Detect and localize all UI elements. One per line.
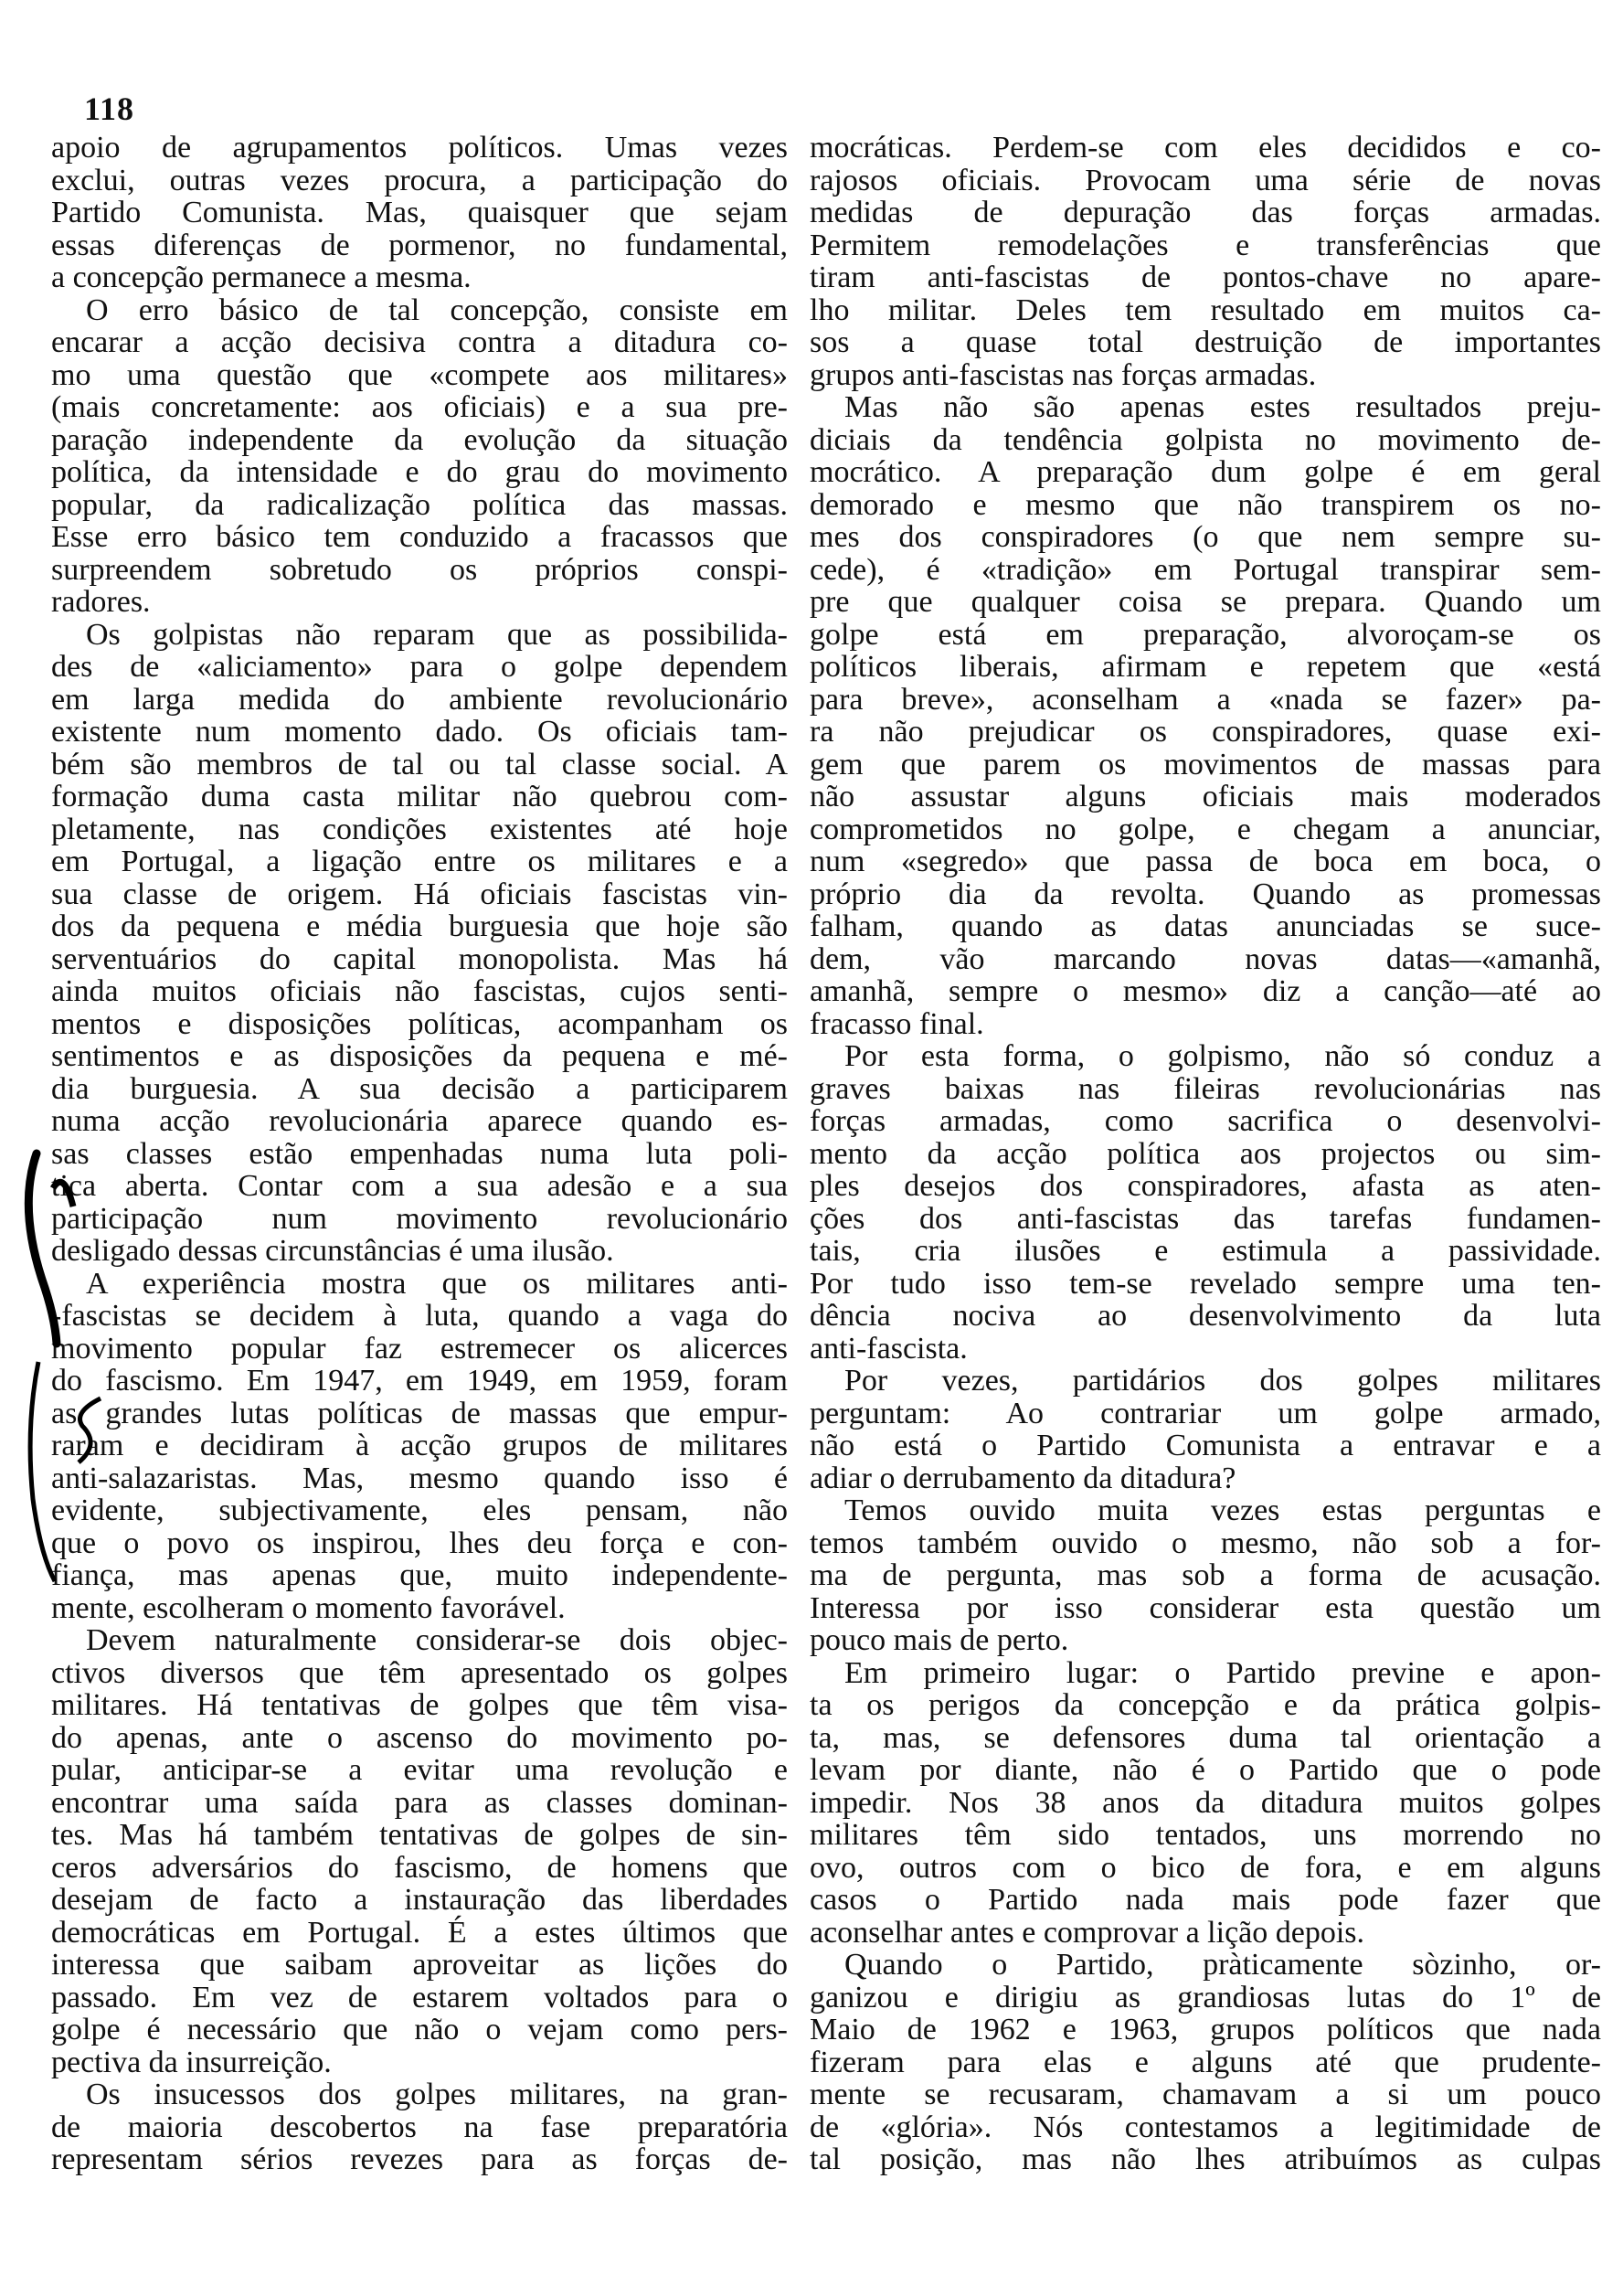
text-line: medidas de depuração das forças armadas.	[810, 196, 1601, 229]
text-line: essas diferenças de pormenor, no fundamental,	[51, 228, 788, 262]
text-line: sas classes estão empenhadas numa luta poli-	[51, 1136, 788, 1171]
text-line: sos a quase total destruição de importantes	[810, 325, 1601, 359]
text-line: des de «aliciamento» para o golpe dependem	[51, 650, 788, 684]
text-line: ta, mas, se defensores duma tal orientação a	[810, 1720, 1601, 1755]
text-line: numa acção revolucionária aparece quando es-	[51, 1104, 788, 1138]
text-line: fracasso final.	[810, 1006, 984, 1041]
text-line: ctivos diversos que têm apresentado os golpes	[51, 1655, 788, 1690]
text-line: encontrar uma saída para as classes dominan-	[51, 1785, 788, 1820]
text-line: militares. Há tentativas de golpes que têm visa-	[51, 1688, 788, 1722]
text-line: políticos liberais, afirmam e repetem que «está	[810, 650, 1601, 684]
text-line: dência nociva ao desenvolvimento da luta	[810, 1299, 1601, 1333]
text-line: interessa que saibam aproveitar as lições do	[51, 1948, 788, 1982]
text-line: Os insucessos dos golpes militares, na gran-	[86, 2078, 788, 2111]
text-line: ceros adversários do fascismo, de homens que	[51, 1850, 788, 1885]
text-line: gem que parem os movimentos de massas para	[810, 747, 1601, 781]
text-line: graves baixas nas fileiras revolucionárias nas	[810, 1071, 1601, 1106]
text-line: militares têm sido tentados, uns morrendo no	[810, 1818, 1601, 1852]
text-line: lho militar. Deles tem resultado em muitos ca-	[810, 292, 1601, 327]
text-line: bém são membros de tal ou tal classe social. A	[51, 747, 788, 781]
text-line: aconselhar antes e comprovar a lição depois.	[810, 1915, 1365, 1950]
text-line: anti-salazaristas. Mas, mesmo quando isso é	[51, 1461, 788, 1495]
text-line: forças armadas, como sacrifica o desenvolvi-	[810, 1104, 1601, 1138]
text-line: ções dos anti-fascistas das tarefas fundamen-	[810, 1201, 1601, 1236]
text-line: mes dos conspiradores (o que nem sempre su-	[810, 520, 1601, 554]
text-line: comprometidos no golpe, e chegam a anunciar,	[810, 812, 1601, 846]
text-line: do apenas, ante o ascenso do movimento po-	[51, 1720, 788, 1755]
text-line: diciais da tendência golpista no movimento de-	[810, 422, 1601, 457]
text-line: mente se recusaram, chamavam a si um pouco	[810, 2078, 1601, 2111]
text-line: Os golpistas não reparam que as possibilida-	[86, 617, 788, 652]
text-line: mocráticas. Perdem-se com eles decididos e co-	[810, 131, 1601, 165]
text-line: que o povo os inspirou, lhes deu força e con-	[51, 1525, 788, 1560]
text-line: desligado dessas circunstâncias é uma ilusão.	[51, 1234, 614, 1268]
text-line: radores.	[51, 585, 151, 619]
text-line: surpreendem sobretudo os próprios conspi-	[51, 552, 788, 587]
text-line: tal posição, mas não lhes atribuímos as culpas	[810, 2142, 1601, 2176]
text-line: Partido Comunista. Mas, quaisquer que sejam	[51, 196, 788, 229]
text-line: pre que qualquer coisa se prepara. Quando um	[810, 585, 1601, 619]
text-line: formação duma casta militar não quebrou com-	[51, 780, 788, 813]
text-line: adiar o derrubamento da ditadura?	[810, 1461, 1236, 1495]
text-line: falham, quando as datas anunciadas se suce-	[810, 909, 1601, 943]
text-line: de «glória». Nós contestamos a legitimidade de	[810, 2110, 1601, 2144]
text-line: Por vezes, partidários dos golpes militares	[844, 1364, 1601, 1398]
text-line: temos também ouvido o mesmo, não sob a for-	[810, 1525, 1601, 1560]
text-line: representam sérios revezes para as forças de-	[51, 2142, 788, 2176]
text-line: Em primeiro lugar: o Partido previne e apon-	[844, 1655, 1601, 1690]
text-line: Devem naturalmente considerar-se dois objec-	[86, 1623, 788, 1657]
text-line: ples desejos dos conspiradores, afasta as aten-	[810, 1169, 1601, 1203]
text-line: ma de pergunta, mas sob a forma de acusação.	[810, 1558, 1601, 1592]
text-line: em larga medida do ambiente revolucionário	[51, 682, 788, 717]
text-line: cede), é «tradição» em Portugal transpirar sem-	[810, 552, 1601, 587]
text-line: Esse erro básico tem conduzido a fracassos que	[51, 520, 788, 554]
text-line: O erro básico de tal concepção, consiste em	[86, 292, 788, 327]
text-line: A experiência mostra que os militares anti-	[86, 1266, 788, 1301]
text-line: não assustar alguns oficiais mais moderados	[810, 780, 1601, 813]
text-line: não está o Partido Comunista a entravar e a	[810, 1429, 1601, 1462]
text-line: Por esta forma, o golpismo, não só conduz a	[844, 1039, 1601, 1073]
text-line: mo uma questão que «compete aos militares»	[51, 357, 788, 392]
text-line: próprio dia da revolta. Quando as promessas	[810, 877, 1601, 911]
text-line: Interessa por isso considerar esta questão um	[810, 1590, 1601, 1625]
text-line: mentos e disposições políticas, acompanham os	[51, 1006, 788, 1041]
text-line: exclui, outras vezes procura, a participação do	[51, 163, 788, 197]
text-line: rajosos oficiais. Provocam uma série de novas	[810, 163, 1601, 197]
text-line: ovo, outros com o bico de fora, e em alguns	[810, 1850, 1601, 1885]
text-line: casos o Partido nada mais pode fazer que	[810, 1883, 1601, 1917]
text-line: (mais concretamente: aos oficiais) e a sua pre-	[51, 390, 788, 424]
text-line: pouco mais de perto.	[810, 1623, 1069, 1657]
text-line: Quando o Partido, pràticamente sòzinho, or-	[844, 1948, 1601, 1982]
text-line: movimento popular faz estremecer os alicerces	[51, 1331, 788, 1366]
text-line: dos da pequena e média burguesia que hoje são	[51, 909, 788, 943]
text-line: Permitem remodelações e transferências que	[810, 228, 1601, 262]
text-line: dia burguesia. A sua decisão a participarem	[51, 1071, 788, 1106]
text-line: raram e decidiram à acção grupos de militares	[51, 1429, 788, 1462]
text-line: fiança, mas apenas que, muito independente-	[51, 1558, 788, 1592]
text-line: Temos ouvido muita vezes estas perguntas e	[844, 1493, 1601, 1527]
text-line: ra não prejudicar os conspiradores, quase exi-	[810, 715, 1601, 749]
text-line: desejam de facto a instauração das liberdades	[51, 1883, 788, 1917]
text-line: fizeram para elas e alguns até que prudente-	[810, 2045, 1601, 2079]
text-line: demorado e mesmo que não transpirem os no-	[810, 487, 1601, 522]
text-line: mocrático. A preparação dum golpe é em geral	[810, 455, 1601, 489]
text-line: num «segredo» que passa de boca em boca, o	[810, 845, 1601, 878]
text-line: golpe é necessário que não o vejam como pers-	[51, 2013, 788, 2046]
text-line: evidente, subjectivamente, eles pensam, não	[51, 1493, 788, 1527]
text-line: golpe está em preparação, alvoroçam-se os	[810, 617, 1601, 652]
text-line: amanhã, sempre o mesmo» diz a canção—até ao	[810, 974, 1601, 1008]
text-line: as grandes lutas políticas de massas que empur-	[51, 1396, 788, 1430]
text-line: tiram anti-fascistas de pontos-chave no apare-	[810, 260, 1601, 294]
text-line: levam por diante, não é o Partido que o pode	[810, 1753, 1601, 1787]
text-line: serventuários do capital monopolista. Mas há	[51, 941, 788, 976]
text-line: ainda muitos oficiais não fascistas, cujos senti-	[51, 974, 788, 1008]
text-line: encarar a acção decisiva contra a ditadura co-	[51, 325, 788, 359]
text-line: mento da acção política aos projectos ou sim-	[810, 1136, 1601, 1171]
page-number: 118	[84, 90, 135, 127]
text-line: tes. Mas há também tentativas de golpes de sin-	[51, 1818, 788, 1852]
text-line: sentimentos e as disposições da pequena e mé-	[51, 1039, 788, 1073]
text-line: anti-fascista.	[810, 1331, 968, 1366]
text-line: tais, cria ilusões e estimula a passividade.	[810, 1234, 1601, 1268]
text-line: sua classe de origem. Há oficiais fascistas vin-	[51, 877, 788, 911]
text-line: pectiva da insurreição.	[51, 2045, 332, 2079]
text-line: de maioria descobertos na fase preparatória	[51, 2110, 788, 2144]
text-line: ganizou e dirigiu as grandiosas lutas do 1º de	[810, 1980, 1601, 2014]
text-line: dem, vão marcando novas datas—«amanhã,	[810, 941, 1601, 976]
text-line: política, da intensidade e do grau do movimento	[51, 455, 788, 489]
text-line: democráticas em Portugal. É a estes últimos que	[51, 1915, 788, 1950]
text-line: passado. Em vez de estarem voltados para o	[51, 1980, 788, 2014]
text-line: -fascistas se decidem à luta, quando a vaga do	[51, 1299, 788, 1333]
text-line: grupos anti-fascistas nas forças armadas.	[810, 357, 1317, 392]
text-line: em Portugal, a ligação entre os militares e a	[51, 845, 788, 878]
text-line: Mas não são apenas estes resultados preju-	[844, 390, 1601, 424]
text-line: pletamente, nas condições existentes até hoje	[51, 812, 788, 846]
text-line: paração independente da evolução da situação	[51, 422, 788, 457]
text-line: perguntam: Ao contrariar um golpe armado,	[810, 1396, 1601, 1430]
text-line: para breve», aconselham a «nada se fazer» pa-	[810, 682, 1601, 717]
text-line: a concepção permanece a mesma.	[51, 260, 472, 294]
text-line: popular, da radicalização política das massas.	[51, 487, 788, 522]
text-line: Por tudo isso tem-se revelado sempre uma ten-	[810, 1266, 1601, 1301]
text-line: tica aberta. Contar com a sua adesão e a sua	[51, 1169, 788, 1203]
text-line: do fascismo. Em 1947, em 1949, em 1959, foram	[51, 1364, 788, 1398]
text-line: Maio de 1962 e 1963, grupos políticos que nada	[810, 2013, 1601, 2046]
text-line: ta os perigos da concepção e da prática golpis-	[810, 1688, 1601, 1722]
text-line: existente num momento dado. Os oficiais tam-	[51, 715, 788, 749]
text-line: participação num movimento revolucionário	[51, 1201, 788, 1236]
text-line: pular, anticipar-se a evitar uma revolução e	[51, 1753, 788, 1787]
text-line: mente, escolheram o momento favorável.	[51, 1590, 566, 1625]
text-line: apoio de agrupamentos políticos. Umas vezes	[51, 131, 788, 165]
text-line: impedir. Nos 38 anos da ditadura muitos golpes	[810, 1785, 1601, 1820]
